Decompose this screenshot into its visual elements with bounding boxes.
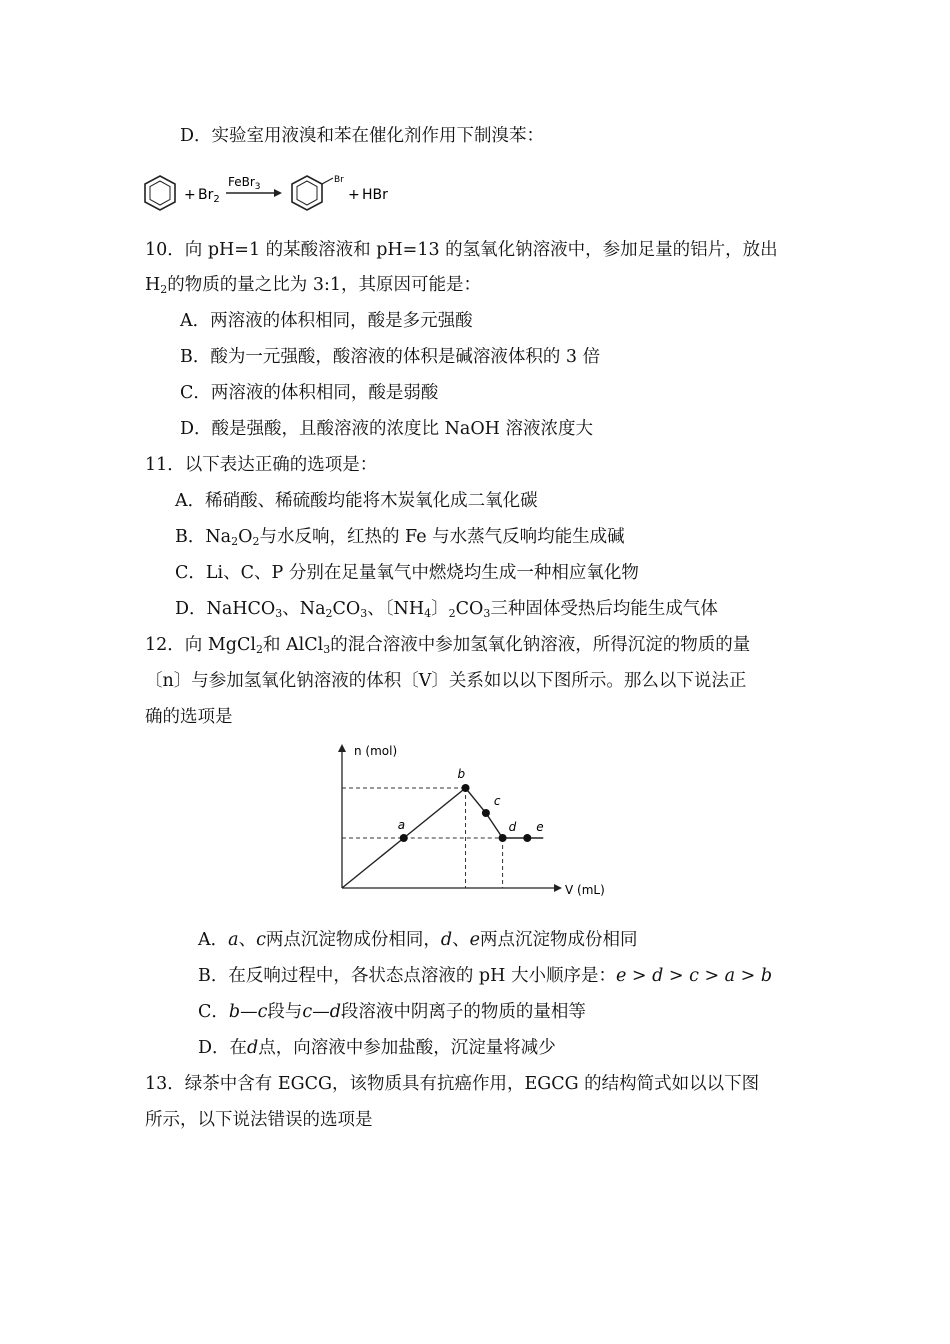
point-c	[482, 809, 490, 817]
q10-stem-line1: 10．向 pH=1 的某酸溶液和 pH=13 的氢氧化钠溶液中，参加足量的铝片，放出	[145, 240, 778, 260]
q12-stem-line1: 12．向 MgCl$_2$和 AlCl$_3$的混合溶液中参加氢氧化钠溶液，所得沉淀的物质的量	[145, 635, 751, 656]
q10-option-a: A．两溶液的体积相同，酸是多元强酸	[180, 311, 473, 331]
q12-option-a: A．a、c两点沉淀物成份相同，d、e两点沉淀物成份相同	[198, 930, 638, 950]
eq-plus-1: +	[184, 187, 196, 203]
point-a	[400, 834, 408, 842]
q11-option-d: D．NaHCO$_3$、$Na_2CO_3$、〔$NH_4$〕$_2CO_3$三种固体受热后均能生成气体	[175, 599, 718, 620]
chart-xlabel: V (mL)	[565, 883, 605, 897]
q12-option-b: B．在反响过程中，各状态点溶液的 pH 大小顺序是：e > d > c > a > b	[198, 966, 773, 986]
label-b: b	[457, 767, 466, 781]
q10-option-d: D．酸是强酸，且酸溶液的浓度比 NaOH 溶液浓度大	[180, 419, 594, 439]
q11-option-c: C．Li、C、P 分别在足量氧气中燃烧均生成一种相应氧化物	[175, 563, 639, 583]
label-d: d	[508, 820, 517, 834]
chart-ylabel: n (mol)	[354, 744, 398, 758]
y-axis-arrow	[338, 744, 346, 752]
point-d	[499, 834, 507, 842]
eq-br-substituent: Br	[334, 175, 344, 185]
eq-plus-2: +	[348, 187, 360, 203]
label-c: c	[493, 794, 501, 808]
point-e	[523, 834, 531, 842]
eq-hbr: HBr	[362, 187, 388, 203]
chart-points	[398, 767, 544, 842]
q11-option-a: A．稀硝酸、稀硫酸均能将木炭氧化成二氧化碳	[175, 491, 538, 511]
q12-option-c: C．b—c段与c—d段溶液中阴离子的物质的量相等	[198, 1002, 586, 1022]
q13-stem-line1: 13．绿茶中含有 EGCG，该物质具有抗癌作用，EGCG 的结构简式如以以下图	[145, 1074, 760, 1094]
eq-br2: $Br_2$	[198, 187, 220, 205]
q10-option-b: B．酸为一元强酸，酸溶液的体积是碱溶液体积的 3 倍	[180, 347, 601, 367]
q12-stem-line2: 〔n〕与参加氢氧化钠溶液的体积〔V〕关系如以以下图所示。那么以下说法正	[145, 671, 747, 691]
benzene-bromination-equation	[142, 172, 562, 218]
q9-option-d: D．实验室用液溴和苯在催化剂作用下制溴苯：	[180, 126, 545, 146]
chart-axes	[338, 744, 562, 892]
q10-option-c: C．两溶液的体积相同，酸是弱酸	[180, 383, 439, 403]
label-a: a	[397, 818, 406, 832]
q13-stem-line2: 所示，以下说法错误的选项是	[145, 1110, 373, 1130]
q10-stem-line2: $H_2$的物质的量之比为 3:1，其原因可能是：	[145, 275, 481, 296]
point-b	[462, 784, 470, 792]
q11-option-b: B．$Na_2O_2$与水反响，红热的 Fe 与水蒸气反响均能生成碱	[175, 527, 625, 548]
q11-stem: 11．以下表达正确的选项是：	[145, 455, 378, 475]
x-axis-arrow	[554, 884, 562, 892]
label-e: e	[536, 820, 544, 834]
precipitate-volume-chart	[322, 738, 612, 898]
q12-stem-line3: 确的选项是	[145, 707, 233, 727]
q12-option-d: D．在d点，向溶液中参加盐酸，沉淀量将减少	[198, 1038, 556, 1058]
eq-catalyst: FeBr$_3$	[228, 175, 261, 192]
